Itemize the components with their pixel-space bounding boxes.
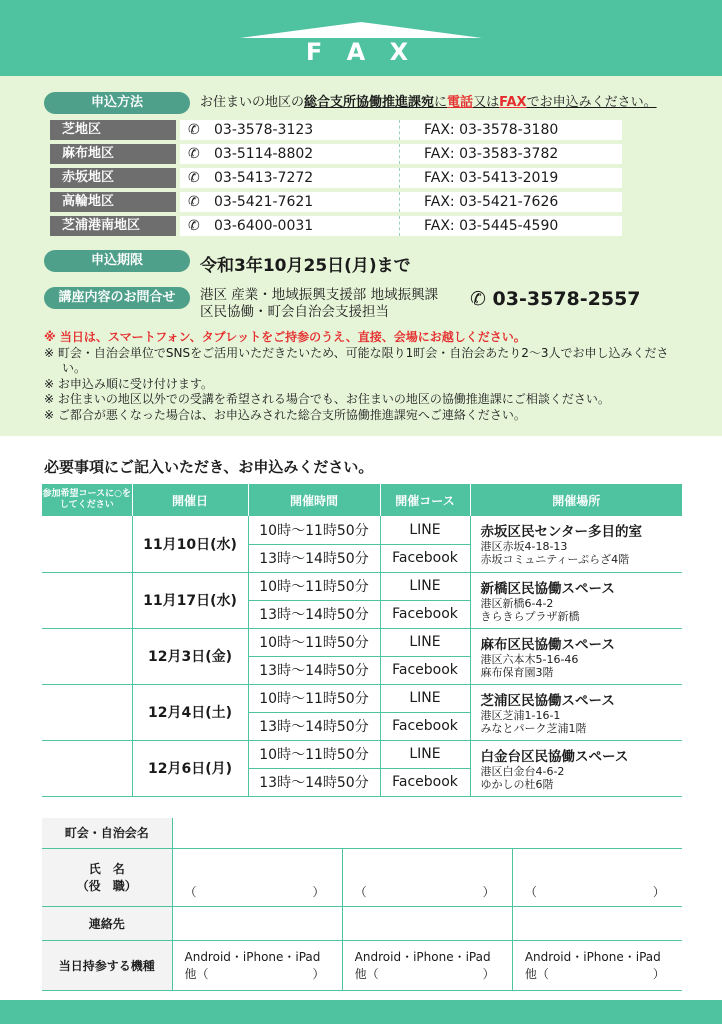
district-name: 芝浦港南地区 — [50, 216, 176, 236]
fax-title: F A X — [305, 38, 417, 66]
contact-field-1[interactable] — [172, 906, 342, 940]
district-fax: FAX: 03-3578-3180 — [424, 122, 559, 138]
event-course: Facebook — [380, 544, 470, 572]
district-phone: ✆ 03-6400-0031 — [180, 216, 400, 236]
event-time: 13時～14時50分 — [248, 768, 380, 796]
place-building: ゆかしの杜6階 — [480, 777, 554, 791]
place-name: 白金台区民協働スペース — [480, 748, 629, 765]
contact-row — [50, 216, 622, 236]
event-place — [470, 572, 682, 628]
device-field-3[interactable]: Android・iPhone・iPad 他（ ） — [512, 940, 682, 990]
name-field-2[interactable]: （ ） — [342, 848, 512, 906]
district-phone: ✆ 03-5413-7272 — [180, 168, 400, 188]
event-course: LINE — [380, 516, 470, 544]
place-address: 港区白金台4-6-2 — [480, 764, 565, 778]
header-place: 開催場所 — [470, 484, 682, 516]
place-name: 新橋区民協働スペース — [480, 580, 615, 597]
schedule-row — [42, 740, 682, 768]
event-time: 10時～11時50分 — [248, 740, 380, 768]
inquiry-dept-line1: 港区 産業・地域振興支援部 地域振興課 — [200, 287, 439, 303]
phone-icon: ✆ — [188, 122, 200, 138]
schedule-row — [42, 684, 682, 712]
contact-row — [50, 168, 622, 188]
event-time: 13時～14時50分 — [248, 544, 380, 572]
district-phone: ✆ 03-3578-3123 — [180, 120, 400, 140]
course-check-cell[interactable] — [42, 628, 132, 684]
deadline-value: 令和3年10月25日(月)まで — [200, 256, 411, 276]
device-label: 当日持参する機種 — [42, 940, 172, 990]
note-item: ※ ご都合が悪くなった場合は、お申込みされた総合支所協働推進課宛へご連絡ください。 — [44, 407, 526, 422]
footer-band — [0, 1000, 722, 1024]
phone-icon: ✆ — [470, 288, 493, 310]
place-name: 麻布区民協働スペース — [480, 636, 615, 653]
note-item: ※ お住まいの地区以外での受講を希望される場合でも、お住まいの地区の協働推進課にご相談ください。 — [44, 392, 610, 406]
event-time: 10時～11時50分 — [248, 628, 380, 656]
request-heading: 必要事項にご記入いただき、お申込みください。 — [44, 458, 374, 476]
contact-field-3[interactable] — [512, 906, 682, 940]
event-course: LINE — [380, 740, 470, 768]
event-place — [470, 628, 682, 684]
district-name: 芝地区 — [50, 120, 176, 140]
place-building: きらきらプラザ新橋 — [480, 609, 580, 623]
inquiry-label: 講座内容のお問合せ — [44, 287, 190, 309]
district-fax: FAX: 03-5413-2019 — [424, 170, 559, 186]
district-name: 高輪地区 — [50, 192, 176, 212]
event-course: Facebook — [380, 768, 470, 796]
contact-row — [50, 144, 622, 164]
event-date: 12月6日(月) — [132, 740, 248, 796]
district-fax: FAX: 03-5421-7626 — [424, 194, 559, 210]
place-address: 港区新橋6-4-2 — [480, 596, 554, 610]
event-time: 13時～14時50分 — [248, 656, 380, 684]
apply-method-text: お住まいの地区の総合支所協働推進課宛に電話又はFAXでお申込みください。 — [200, 95, 657, 110]
inquiry-dept-line2: 区民協働・町会自治会支援担当 — [200, 304, 389, 320]
note-item: ※ お申込み順に受け付けます。 — [44, 376, 213, 391]
place-name: 芝浦区民協働スペース — [480, 692, 615, 709]
schedule-row — [42, 516, 682, 544]
event-time: 10時～11時50分 — [248, 572, 380, 600]
assoc-label: 町会・自治会名 — [42, 818, 172, 848]
event-course: Facebook — [380, 656, 470, 684]
header-time: 開催時間 — [248, 484, 380, 516]
place-building: 赤坂コミュニティーぷらざ4階 — [480, 553, 630, 566]
notes — [44, 330, 684, 423]
event-time: 13時～14時50分 — [248, 600, 380, 628]
contact-field-2[interactable] — [342, 906, 512, 940]
inquiry-phone: ✆ 03-3578-2557 — [470, 288, 641, 310]
event-date: 12月3日(金) — [132, 628, 248, 684]
name-label: 氏 名 （役 職） — [42, 848, 172, 906]
application-form — [42, 818, 682, 991]
place-building: みなとパーク芝浦1階 — [480, 721, 587, 735]
apply-method-label: 申込方法 — [44, 92, 190, 114]
contact-row — [50, 120, 622, 140]
course-check-cell[interactable] — [42, 516, 132, 572]
event-date: 11月10日(水) — [132, 516, 248, 572]
device-field-2[interactable]: Android・iPhone・iPad 他（ ） — [342, 940, 512, 990]
district-fax: FAX: 03-3583-3782 — [424, 146, 559, 162]
district-name: 麻布地区 — [50, 144, 176, 164]
header-course: 開催コース — [380, 484, 470, 516]
district-phone: ✆ 03-5421-7621 — [180, 192, 400, 212]
schedule-table — [42, 484, 682, 797]
name-field-1[interactable]: （ ） — [172, 848, 342, 906]
district-name: 赤坂地区 — [50, 168, 176, 188]
event-time: 13時～14時50分 — [248, 712, 380, 740]
event-date: 12月4日(土) — [132, 684, 248, 740]
header-date: 開催日 — [132, 484, 248, 516]
schedule-row — [42, 572, 682, 600]
device-field-1[interactable]: Android・iPhone・iPad 他（ ） — [172, 940, 342, 990]
deadline-label: 申込期限 — [44, 250, 190, 272]
place-building: 麻布保育園3階 — [480, 665, 554, 679]
event-place — [470, 516, 682, 572]
course-check-cell[interactable] — [42, 740, 132, 796]
contact-table — [50, 120, 622, 240]
course-check-cell[interactable] — [42, 572, 132, 628]
phone-icon: ✆ — [188, 194, 200, 210]
note-item: ※ 当日は、スマートフォン、タブレットをご持参のうえ、直接、会場にお越しください。 — [44, 330, 526, 344]
district-fax: FAX: 03-5445-4590 — [424, 218, 559, 234]
place-address: 港区赤坂4-18-13 — [480, 540, 568, 553]
place-name: 赤坂区民センター多目的室 — [480, 524, 642, 540]
place-address: 港区六本木5-16-46 — [480, 652, 579, 666]
event-course: Facebook — [380, 712, 470, 740]
course-check-cell[interactable] — [42, 684, 132, 740]
event-course: LINE — [380, 572, 470, 600]
event-time: 10時～11時50分 — [248, 684, 380, 712]
event-time: 10時～11時50分 — [248, 516, 380, 544]
assoc-field[interactable] — [172, 818, 682, 848]
schedule-row — [42, 628, 682, 656]
event-course: LINE — [380, 628, 470, 656]
contact-label: 連絡先 — [42, 906, 172, 940]
name-field-3[interactable]: （ ） — [512, 848, 682, 906]
event-place — [470, 740, 682, 796]
contact-row — [50, 192, 622, 212]
header-course-check: 参加希望コースに○をしてください — [42, 484, 132, 516]
phone-icon: ✆ — [188, 170, 200, 186]
event-date: 11月17日(水) — [132, 572, 248, 628]
event-place — [470, 684, 682, 740]
note-item: ※ 町会・自治会単位でSNSをご活用いただきたいため、可能な限り1町会・自治会あたり2～3人でお申し込みください。 — [44, 345, 669, 375]
event-course: Facebook — [380, 600, 470, 628]
event-course: LINE — [380, 684, 470, 712]
district-phone: ✆ 03-5114-8802 — [180, 144, 400, 164]
place-address: 港区芝浦1-16-1 — [480, 708, 561, 722]
phone-icon: ✆ — [188, 146, 200, 162]
phone-icon: ✆ — [188, 218, 200, 234]
